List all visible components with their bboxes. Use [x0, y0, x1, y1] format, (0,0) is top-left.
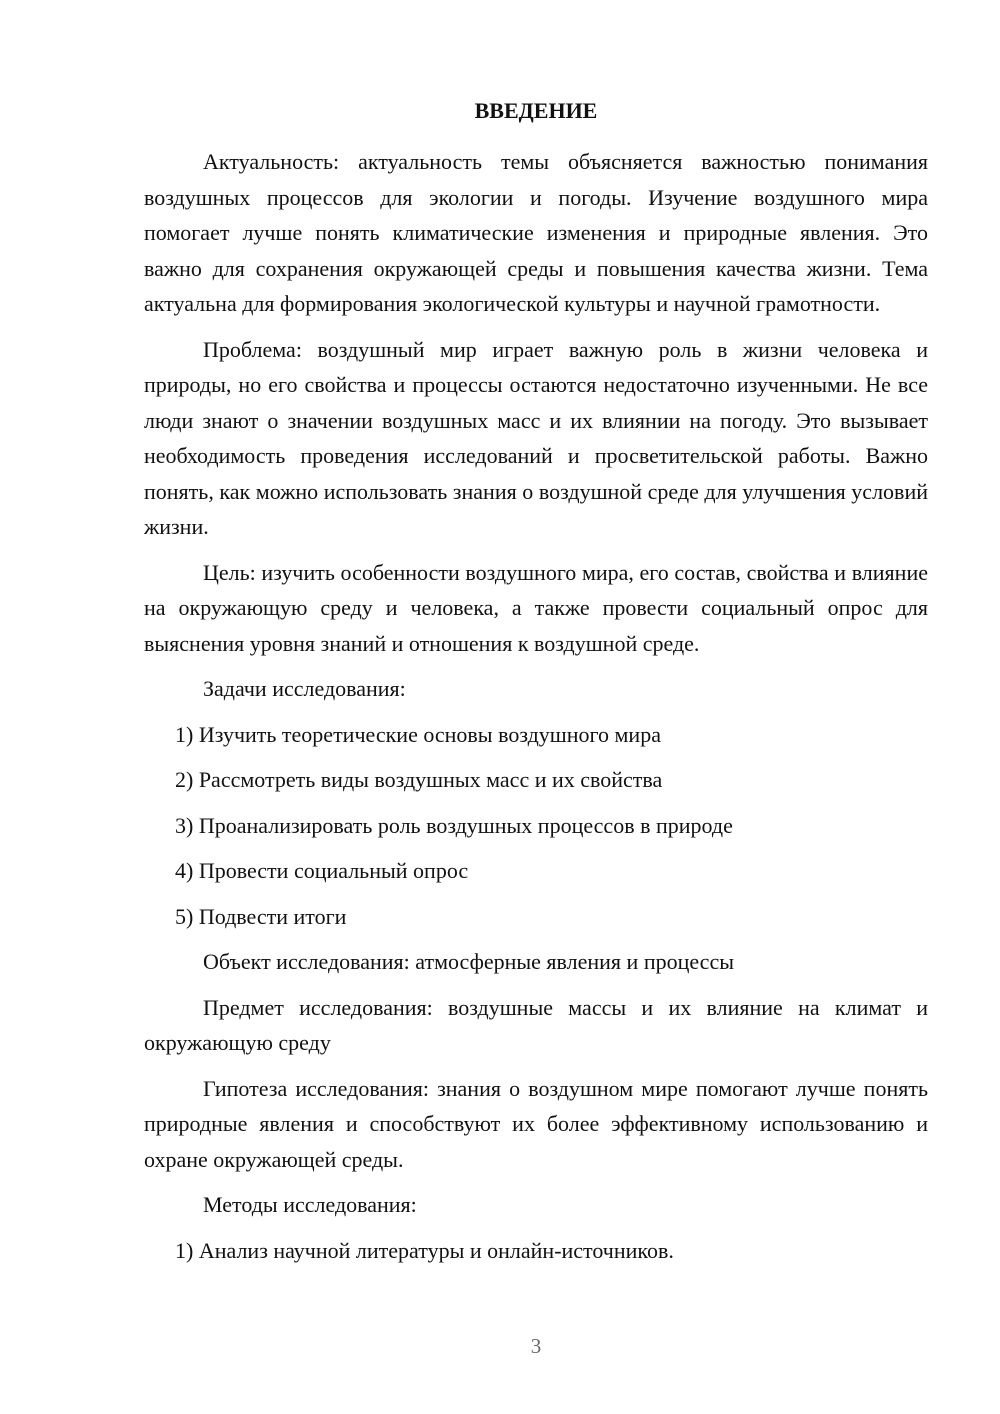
methods-list [144, 1233, 928, 1269]
list-item: 3) Проанализировать роль воздушных процессов в природе [175, 812, 733, 838]
paragraph-goal: Цель: изучить особенности воздушного мира, его состав, свойства и влияние на окружающую среду и человека, а также провести социальный опрос для выяснения уровня знаний и отношения к воздушной среде. [144, 559, 928, 656]
tasks-heading: Задачи исследования: [203, 676, 406, 701]
methods-heading: Методы исследования: [203, 1192, 417, 1217]
paragraph-object: Объект исследования: атмосферные явления и процессы [203, 949, 734, 974]
paragraph-hypothesis: Гипотеза исследования: знания о воздушном мире помогают лучше понять природные явления и способствуют их более эффективному использованию и охране окружающей среды. [144, 1075, 928, 1172]
page-heading: ВВЕДЕНИЕ [474, 98, 598, 123]
list-item: 1) Анализ научной литературы и онлайн-источников. [175, 1237, 674, 1263]
paragraph-problem: Проблема: воздушный мир играет важную роль в жизни человека и природы, но его свойства и процессы остаются недостаточно изученными. Не все люди знают о значении воздушных масс и их влиянии на погоду. Это вызывает необходимость проведения исследований и просветительской работы. Важно понять, как можно использовать знания о воздушной среде для улучшения условий жизни. [144, 336, 928, 539]
paragraph-relevance: Актуальность: актуальность темы объясняется важностью понимания воздушных процессов для экологии и погоды. Изучение воздушного мира помогает лучше понять климатические изменения и природные явления. Это важно для сохранения окружающей среды и повышения качества жизни. Тема актуальна для формирования экологической культуры и научной грамотности. [144, 149, 928, 316]
list-item: 2) Рассмотреть виды воздушных масс и их свойства [175, 767, 663, 792]
page-number: 3 [530, 1334, 542, 1358]
document-body [144, 144, 928, 1278]
list-item: 5) Подвести итоги [175, 903, 347, 929]
list-item: 4) Провести социальный опрос [175, 858, 469, 883]
tasks-list [144, 717, 928, 935]
list-item: 1) Изучить теоретические основы воздушного мира [175, 721, 661, 747]
paragraph-subject: Предмет исследования: воздушные массы и их влияние на климат и окружающую среду [144, 994, 928, 1055]
